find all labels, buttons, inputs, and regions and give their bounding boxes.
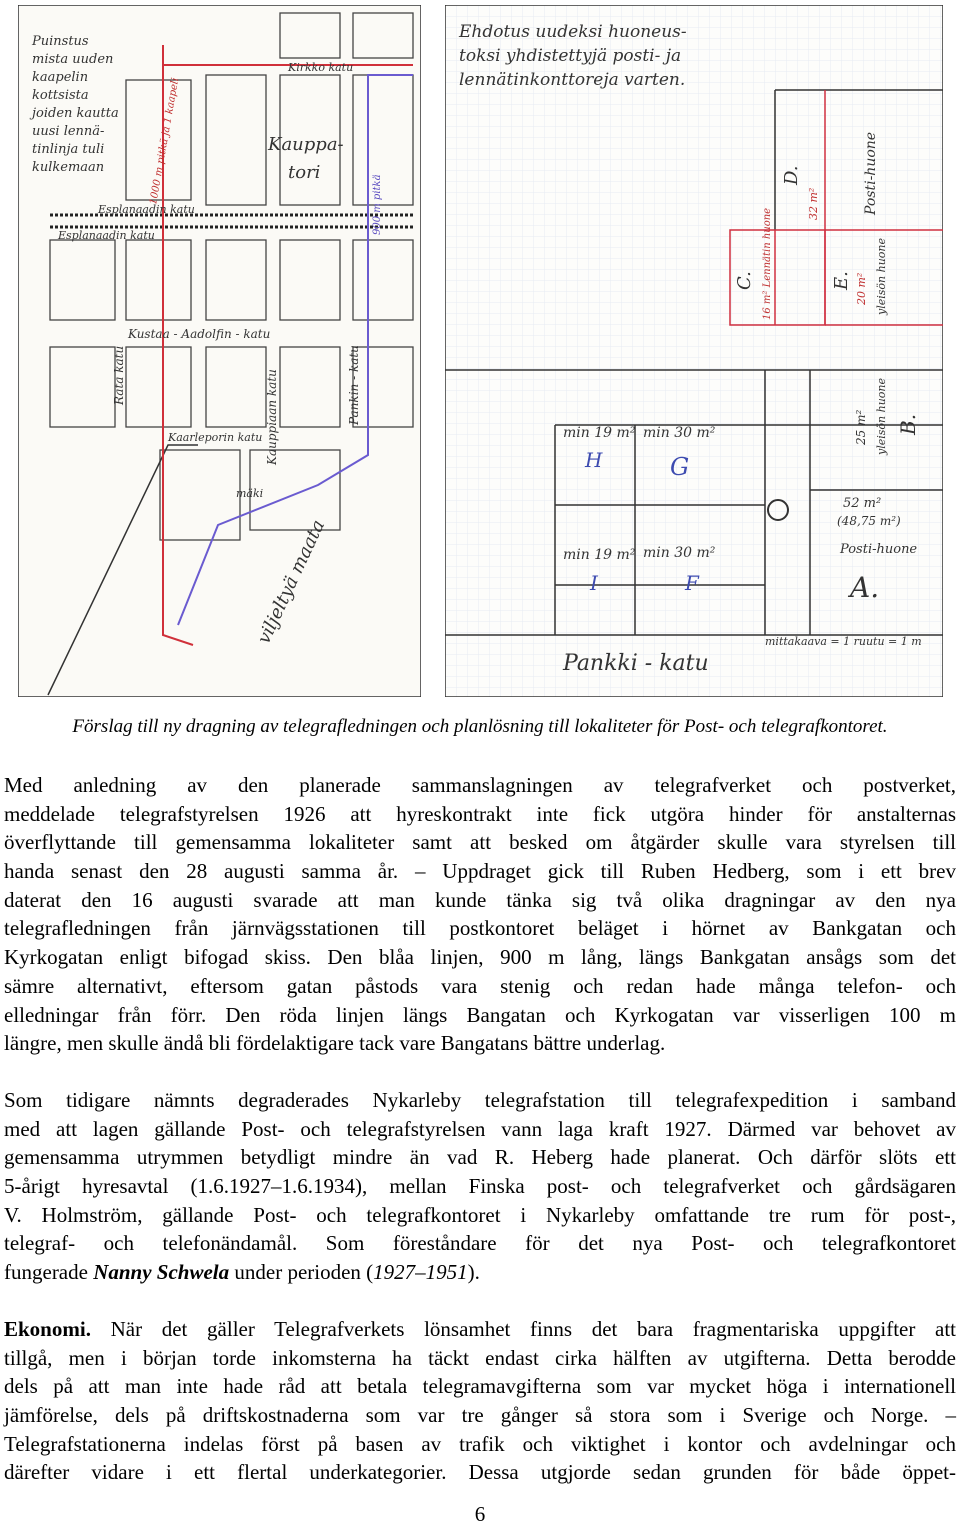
room-i-letter: I: [590, 571, 598, 595]
figure-caption: Förslag till ny dragning av telegrafledningen och planlösning till lokaliteter för Post- och telegrafkontoret.: [72, 716, 888, 737]
street-label-kustaa: Kustaa - Aadolfin - katu: [128, 327, 271, 341]
street-label-pankki: Pankki - katu: [563, 651, 709, 676]
room-d-name: Posti-huone: [863, 131, 879, 215]
street-label-kaarlepori: Kaarleporin katu: [168, 431, 263, 444]
room-h-area: min 19 m²: [563, 425, 636, 441]
red-line-note: 1000 m pitkä ja 1 kaapeli: [148, 76, 182, 206]
room-f-area: min 30 m²: [643, 545, 716, 561]
paragraph-3: Ekonomi. När det gäller Telegrafverkets lönsamhet finns det bara fragmentariska uppgifter att tillgå, men i början torde inkomsterna ha täckt endast cirka hälften av utgifterna. Detta berodde dels på att man inte hade råd att betala telegramavgifterna som var mycket höga i internationell jämförelse, dels på driftskostnaderna som var tre gånger så stora som i Sverige och Norge. – Telegrafstationerna indelas först på basen av trafik och viktighet i kontor och avdelningar och därefter vidare i ett flertal underkategorier. Dessa utgjorde sedan grunden för både öppet-: [4, 1317, 956, 1485]
hill-label: mäki: [236, 487, 264, 500]
room-e-letter: E.: [831, 271, 852, 290]
street-label-kauppias: Kauppiaan katu: [265, 369, 279, 465]
room-a-letter: A.: [850, 571, 880, 604]
room-b-letter: B.: [896, 413, 920, 435]
room-a-area2: (48,75 m²): [837, 514, 901, 528]
map-note: Puinstus mista uuden kaapelin kottsista joiden kautta uusi lennä-tinlinja tuli kulkemaan: [32, 34, 119, 175]
room-d-area: 32 m²: [807, 187, 820, 220]
scale-note: mittakaava = 1 ruutu = 1 m: [765, 635, 922, 648]
room-c-text: 16 m² Lennätin huone: [762, 207, 773, 320]
room-g-letter: G: [670, 453, 690, 481]
market-label: Kauppa-tori: [268, 134, 344, 183]
room-h-letter: H: [585, 448, 603, 472]
room-b-area: 25 m²: [854, 409, 868, 445]
blue-line-note: 900 m pitkä: [372, 174, 383, 235]
person-name: Nanny Schwela: [93, 1260, 230, 1285]
street-label-rata: Rata katu: [112, 345, 126, 405]
room-f-letter: F: [685, 571, 699, 595]
room-a-area: 52 m²: [843, 496, 882, 511]
room-d-letter: D.: [781, 165, 802, 185]
room-e-area: 20 m²: [855, 272, 868, 305]
room-g-area: min 30 m²: [643, 425, 716, 441]
room-a-name: Posti-huone: [840, 542, 918, 557]
paragraph-1: Med anledning av den planerade sammanslagningen av telegrafverket och postverket, meddelade telegrafstyrelsen 1926 att hyreskontrakt inte fick utgöra hinder för anstalternas överflyttande till gemensamma lokaliteter samt att besked om åtgärder skulle vara styrelsen till handa senast den 28 augusti samma år. – Uppdraget gick till Ruben Hedberg, som i ett brev daterat den 16 augusti svarade att man kunde tänka sig två olika dragningar av den nya telegrafledningen från järnvägsstationen till postkontoret beläget i hörnet av Bankgatan och Kyrkogatan enligt bifogad skiss. Den blåa linjen, 900 m lång, längs Bankgatan ansågs som det sämre alternativt, eftersom gatan påstods vara stenig och redan hade många telefon- och elledningar från förr. Den röda linjen längs Bangatan och Kyrkogatan var visserligen 100 m längre, men skulle ändå bli fördelaktigare tack vare Bangatans bättre underlag.: [4, 773, 956, 1056]
paragraph-2: Som tidigare nämnts degraderades Nykarleby telegrafstation till telegrafexpedition i samband med att lagen gällande Post- och telegrafstyrelsen vann laga kraft 1927. Därmed var behovet av gemensamma utrymmen betydligt mindre än vad R. Heberg hade planerat. Och därför slöts ett 5-årigt hyresavtal (1.6.1927–1.6.1934), mellan Finska post- och telegrafverket och gårdsägaren V. Holmström, gällande Post- och telegrafkontoret i Nykarleby omfattande tre rum för post-, telegraf- och telefonändamål. Som föreståndare för det nya Post- och telegrafkontoret fungerade Nanny Schwela under perioden (1927–1951).: [4, 1088, 956, 1285]
street-label-esplanadi-2: Esplanaadin katu: [58, 229, 155, 242]
street-label-pankki: Pankin - katu: [347, 345, 361, 425]
plan-title: Ehdotus uudeksi huoneus-toksi yhdistettyjä posti- ja lennätinkonttoreja varten.: [459, 22, 687, 90]
room-e-name: yleisön huone: [875, 238, 888, 315]
room-i-area: min 19 m²: [563, 547, 636, 563]
room-c-letter: C.: [734, 271, 755, 290]
street-label-esplanadi: Esplanaadin katu: [98, 203, 195, 216]
street-label-kirkko: Kirkko katu: [288, 61, 354, 74]
page-number: 6: [474, 1502, 486, 1526]
section-heading: Ekonomi.: [4, 1317, 91, 1341]
floor-plan-sketch: [445, 5, 943, 697]
field-label: viljeltyä maata: [253, 516, 330, 648]
room-b-name: yleisön huone: [875, 378, 888, 455]
street-map-sketch: [18, 5, 421, 697]
